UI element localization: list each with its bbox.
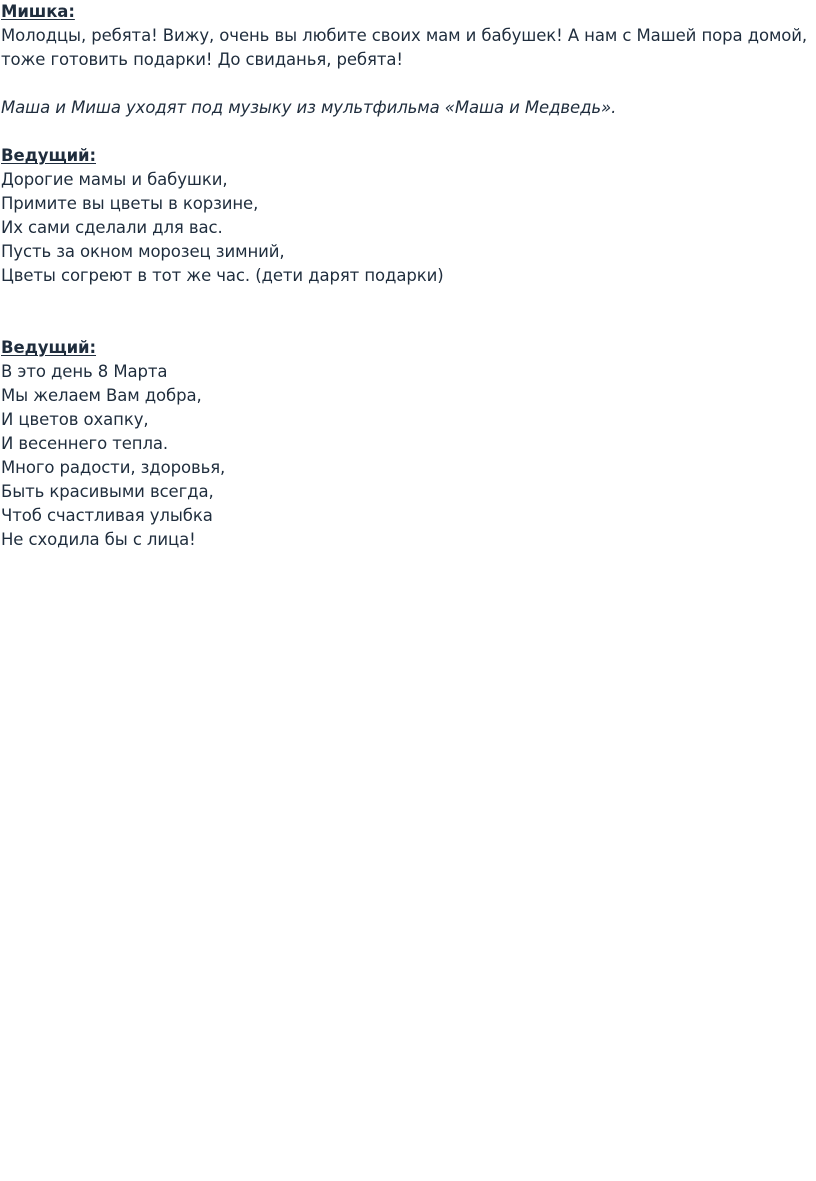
poem-line: Чтоб счастливая улыбка [1, 506, 213, 525]
speaker-label: Мишка: [1, 2, 75, 21]
spacer [0, 120, 816, 144]
poem-line: Не сходила бы с лица! [1, 530, 196, 549]
poem-line: Быть красивыми всегда, [1, 482, 214, 501]
spacer [0, 288, 816, 336]
poem-line: И цветов охапку, [1, 410, 149, 429]
poem-line: В это день 8 Марта [1, 362, 168, 381]
poem-line: Много радости, здоровья, [1, 458, 226, 477]
poem-line: Мы желаем Вам добра, [1, 386, 202, 405]
poem-line: Цветы согреют в тот же час. (дети дарят подарки) [1, 266, 444, 285]
poem-line: Примите вы цветы в корзине, [1, 194, 259, 213]
speaker-label: Ведущий: [1, 338, 97, 357]
stage-direction: Маша и Миша уходят под музыку из мультфильма «Маша и Медведь». [1, 98, 617, 117]
spacer [0, 72, 816, 96]
text-line: тоже готовить подарки! До свиданья, ребята! [1, 50, 403, 69]
speaker-label: Ведущий: [1, 146, 97, 165]
host-block-1 [0, 144, 816, 288]
poem-line: Дорогие мамы и бабушки, [1, 170, 228, 189]
poem-line: Пусть за окном морозец зимний, [1, 242, 285, 261]
poem-line: И весеннего тепла. [1, 434, 169, 453]
mishka-block [0, 0, 816, 72]
text-line: Молодцы, ребята! Вижу, очень вы любите своих мам и бабушек! А нам с Машей пора домой, [1, 26, 808, 45]
host-block-2 [0, 336, 816, 552]
poem-line: Их сами сделали для вас. [1, 218, 223, 237]
stage-direction-block [0, 96, 816, 120]
